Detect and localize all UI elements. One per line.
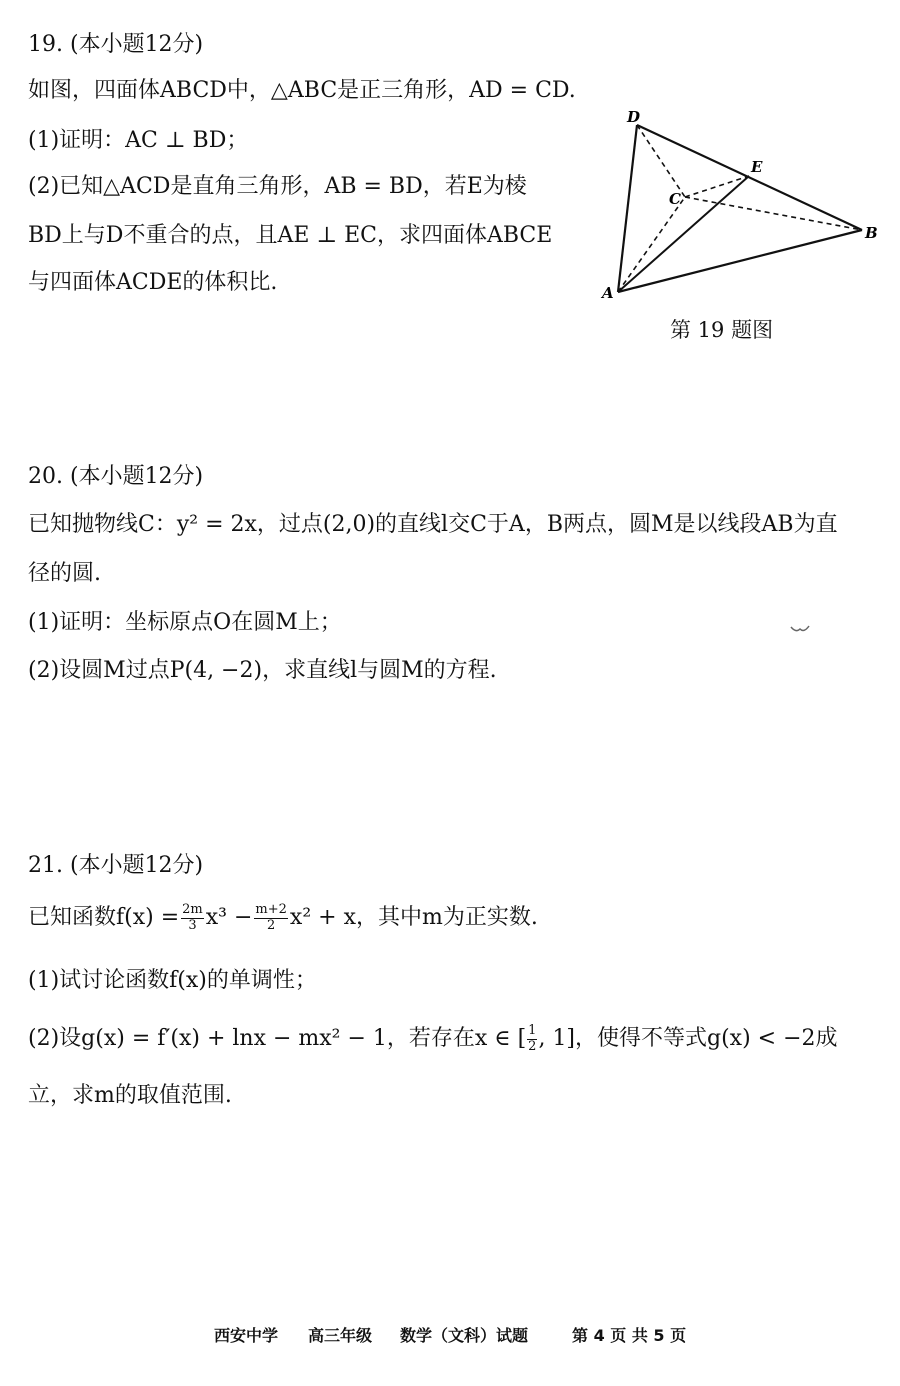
fraction-denominator: 3 xyxy=(188,917,197,933)
q20-header: 20. (本小题12分) xyxy=(28,464,204,489)
q20-line-2: 径的圆. xyxy=(28,561,101,586)
footer-grade: 高三年级 xyxy=(308,1326,373,1345)
tetrahedron-figure xyxy=(596,100,886,310)
fraction-one-half xyxy=(527,1024,537,1055)
q21-line-3 xyxy=(28,1024,838,1055)
q21-line-2: (1)试讨论函数f(x)的单调性； xyxy=(28,968,317,993)
footer-school: 西安中学 xyxy=(214,1326,279,1345)
footer-page-number: 第 4 页 共 5 页 xyxy=(572,1326,687,1345)
label-C: C xyxy=(669,190,681,208)
fraction-2m-over-3 xyxy=(181,903,204,934)
fraction-m-plus-2-over-2 xyxy=(254,903,288,934)
edge-CB xyxy=(685,197,862,230)
q19-line-2: (1)证明：AC ⊥ BD； xyxy=(28,128,249,153)
q20-line-3: (1)证明：坐标原点O在圆M上； xyxy=(28,610,342,635)
q21-line-1-post: x² + x，其中m为正实数. xyxy=(289,905,538,931)
q21-line-3-pre: (2)设g(x) = f′(x) + lnx − mx² − 1，若存在x ∈ [ xyxy=(28,1026,527,1052)
q21-line-1-mid: x³ − xyxy=(205,905,253,931)
q20-line-4: (2)设圆M过点P(4, −2)，求直线l与圆M的方程. xyxy=(28,658,497,683)
q21-line-3-post: , 1]，使得不等式g(x) < −2成 xyxy=(538,1026,838,1052)
q21-line-4: 立，求m的取值范围. xyxy=(28,1083,232,1108)
q19-header: 19. (本小题12分) xyxy=(28,32,204,57)
label-A: A xyxy=(602,284,614,302)
fraction-numerator: m+2 xyxy=(255,902,287,917)
label-D: D xyxy=(627,108,641,126)
figure-caption: 第 19 题图 xyxy=(670,318,774,342)
q20-line-1: 已知抛物线C：y² = 2x，过点(2,0)的直线l交C于A，B两点，圆M是以线段AB为直 xyxy=(28,512,838,537)
label-E: E xyxy=(751,158,763,176)
fraction-numerator: 2m xyxy=(182,902,203,917)
label-B: B xyxy=(865,224,878,242)
fraction-denominator: 2 xyxy=(528,1038,537,1054)
q19-line-5: 与四面体ACDE的体积比. xyxy=(28,270,278,295)
edge-DB xyxy=(637,125,862,230)
footer-subject: 数学（文科）试题 xyxy=(400,1326,529,1345)
q21-header: 21. (本小题12分) xyxy=(28,853,204,878)
q21-line-1 xyxy=(28,903,538,934)
q19-line-1: 如图，四面体ABCD中，△ABC是正三角形，AD = CD. xyxy=(28,78,576,103)
fraction-denominator: 2 xyxy=(267,917,276,933)
fraction-numerator: 1 xyxy=(528,1023,537,1038)
q19-line-3: (2)已知△ACD是直角三角形，AB = BD，若E为棱 xyxy=(28,174,527,199)
segment-CE xyxy=(685,176,749,197)
edge-DA xyxy=(618,125,637,292)
q21-line-1-pre: 已知函数f(x) = xyxy=(28,905,180,931)
scan-mark-icon xyxy=(790,624,810,634)
q19-line-4: BD上与D不重合的点，且AE ⊥ EC，求四面体ABCE xyxy=(28,223,553,248)
